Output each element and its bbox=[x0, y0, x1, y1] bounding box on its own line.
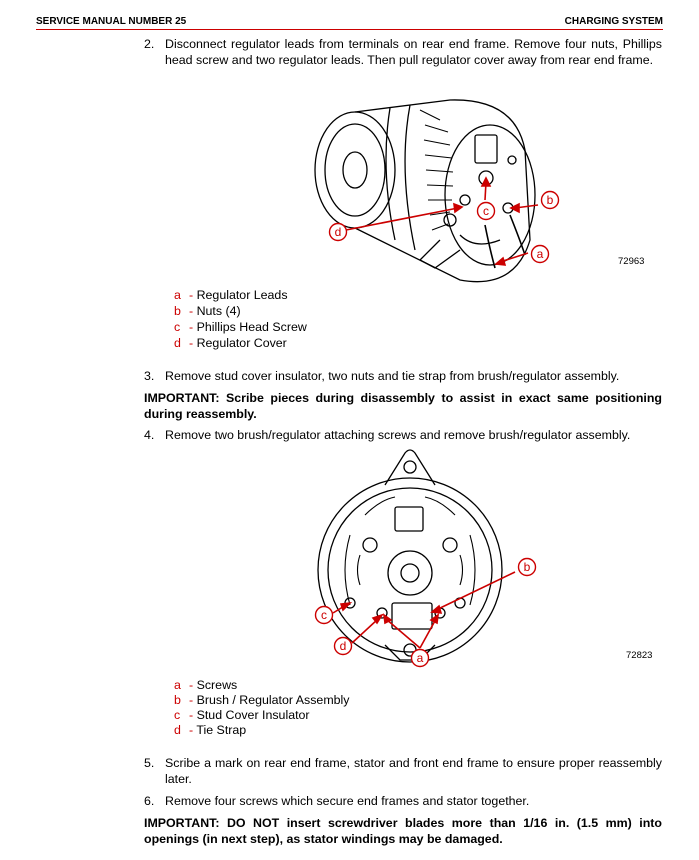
legend-item bbox=[174, 335, 307, 351]
legend-item bbox=[174, 303, 307, 319]
legend-key: c bbox=[174, 320, 181, 334]
legend-label: Screws bbox=[196, 678, 238, 692]
fig2-callout-b: b bbox=[523, 560, 531, 574]
legend-dash: - bbox=[189, 320, 194, 334]
step-text: Disconnect regulator leads from terminals on rear end frame. Remove four nuts, Phillips head screw and two regulator leads. Then pull regulator cover away from rear end frame. bbox=[165, 37, 662, 67]
step-4 bbox=[144, 427, 662, 443]
fig2-callout-d: d bbox=[339, 639, 347, 653]
legend-dash: - bbox=[189, 723, 194, 737]
step-text: Remove two brush/regulator attaching screws and remove brush/regulator assembly. bbox=[165, 428, 631, 442]
fig2-callout-a: a bbox=[416, 651, 424, 665]
manual-title: SERVICE MANUAL NUMBER 25 bbox=[36, 16, 187, 27]
step-text: Remove stud cover insulator, two nuts and tie strap from brush/regulator assembly. bbox=[165, 369, 620, 383]
step-number: 5. bbox=[144, 756, 155, 770]
legend-item bbox=[174, 693, 349, 708]
legend-key: c bbox=[174, 708, 181, 722]
legend-dash: - bbox=[189, 693, 194, 707]
legend-key: b bbox=[174, 693, 181, 707]
figure-1-alternator bbox=[300, 90, 660, 300]
step-6 bbox=[144, 793, 662, 809]
legend-key: a bbox=[174, 678, 181, 692]
figure-2-legend bbox=[174, 678, 349, 738]
step-5 bbox=[144, 755, 662, 787]
fig1-callout-b: b bbox=[546, 193, 554, 207]
section-title: CHARGING SYSTEM bbox=[564, 16, 663, 27]
legend-label: Brush / Regulator Assembly bbox=[196, 693, 350, 707]
legend-label: Regulator Leads bbox=[196, 288, 288, 302]
legend-label: Nuts (4) bbox=[196, 304, 241, 318]
step-number: 4. bbox=[144, 428, 155, 442]
step-number: 3. bbox=[144, 369, 155, 383]
step-number: 6. bbox=[144, 794, 155, 808]
legend-key: d bbox=[174, 723, 181, 737]
legend-item bbox=[174, 723, 349, 738]
legend-item bbox=[174, 678, 349, 693]
step-2 bbox=[144, 36, 662, 68]
figure-1-legend bbox=[174, 287, 307, 351]
step-text: Remove four screws which secure end frames and stator together. bbox=[165, 794, 530, 808]
legend-key: a bbox=[174, 288, 181, 302]
legend-dash: - bbox=[189, 304, 194, 318]
legend-dash: - bbox=[189, 288, 194, 302]
page-header bbox=[36, 14, 663, 28]
step-number: 2. bbox=[144, 37, 155, 51]
step-3 bbox=[144, 368, 662, 384]
legend-dash: - bbox=[189, 678, 194, 692]
legend-label: Regulator Cover bbox=[196, 336, 287, 350]
important-note-1: IMPORTANT: Scribe pieces during disassembly to assist in exact same positioning during reassembly. bbox=[144, 391, 662, 421]
legend-item bbox=[174, 319, 307, 335]
header-rule bbox=[36, 29, 663, 30]
legend-item bbox=[174, 287, 307, 303]
legend-label: Tie Strap bbox=[196, 723, 247, 737]
legend-key: d bbox=[174, 336, 181, 350]
legend-item bbox=[174, 708, 349, 723]
important-note-2: IMPORTANT: DO NOT insert screwdriver blades more than 1/16 in. (1.5 mm) into openings (in next step), as stator windings may be damaged. bbox=[144, 816, 662, 846]
figure-2-alternator-rear bbox=[310, 445, 550, 675]
fig1-callout-a: a bbox=[536, 247, 544, 261]
figure-2-number: 72823 bbox=[626, 650, 653, 661]
legend-label: Phillips Head Screw bbox=[196, 320, 307, 334]
legend-dash: - bbox=[189, 708, 194, 722]
fig1-callout-c: c bbox=[483, 204, 489, 218]
step-text: Scribe a mark on rear end frame, stator and front end frame to ensure proper reassembly later. bbox=[165, 756, 662, 786]
figure-1-number: 72963 bbox=[618, 256, 645, 267]
legend-label: Stud Cover Insulator bbox=[196, 708, 310, 722]
legend-key: b bbox=[174, 304, 181, 318]
fig1-callout-d: d bbox=[334, 225, 342, 239]
legend-dash: - bbox=[189, 336, 194, 350]
fig2-callout-c: c bbox=[321, 608, 327, 622]
